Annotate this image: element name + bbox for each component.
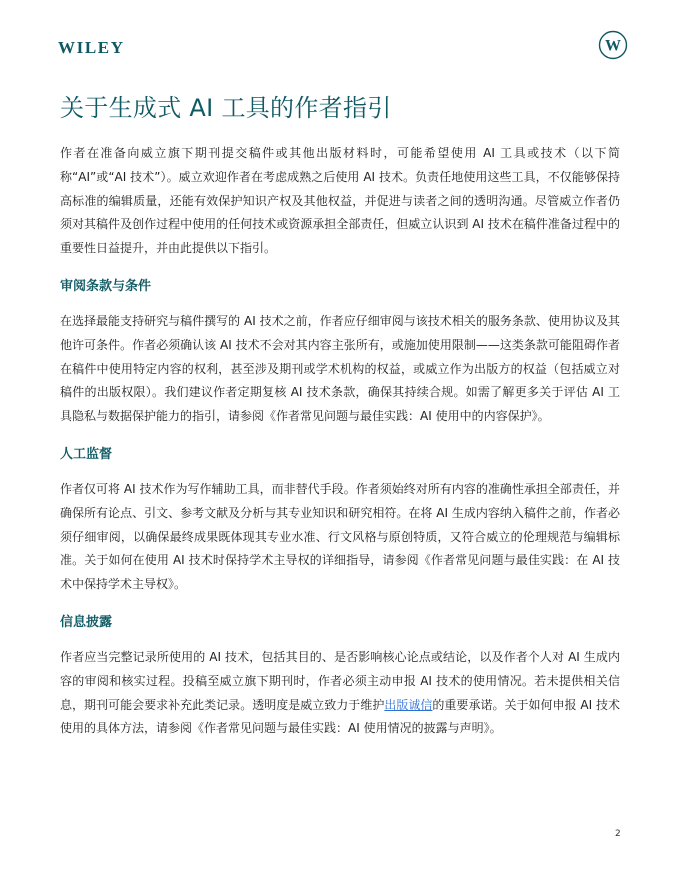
section-heading-terms: 审阅条款与条件 — [60, 278, 152, 294]
disclosure-text-before: 作者应当完整记录所使用的 AI 技术，包括其目的、是否影响核心论点或结论，以及作者个人对 AI 生成内容的审阅和核实过程。投稿至威立旗下期刊时，作者必须主动申报 AI 技术的使用情况。若未提供相关信息，期刊可能会要求补充此类记录。透明度是威立致力于维护 — [60, 649, 620, 712]
disclosure-text-after: 的重要承诺。关于如何申报 AI 技术使用的具体方法，请参阅《作者常见问题与最佳实践：AI 使用情况的披露与声明》。 — [60, 697, 620, 736]
logo-letter: W — [605, 37, 621, 55]
document-body — [60, 142, 620, 741]
terms-paragraph: 在选择最能支持研究与稿件撰写的 AI 技术之前，作者应仔细审阅与该技术相关的服务条款、使用协议及其他许可条件。作者必须确认该 AI 技术不会对其内容主张所有，或施加使用限制——这类条款可能阻碍作者在稿件中使用特定内容的权利，甚至涉及期刊或学术机构的权益，或威立作为出版方的权益（包括威立对稿件的出版权限）。我们建议作者定期复核 AI 技术条款，确保其持续合规。如需了解更多关于评估 AI 工具隐私与数据保护能力的指引，请参阅《作者常见问题与最佳实践：AI 使用中的内容保护》。 — [60, 313, 620, 424]
wiley-wordmark: WILEY — [58, 38, 125, 57]
page-title: 关于生成式 AI 工具的作者指引 — [60, 94, 392, 122]
section-heading-oversight: 人工监督 — [60, 446, 113, 462]
publishing-integrity-link[interactable]: 出版诚信 — [384, 697, 433, 712]
page-number: 2 — [615, 829, 621, 839]
oversight-paragraph: 作者仅可将 AI 技术作为写作辅助工具，而非替代手段。作者须始终对所有内容的准确性承担全部责任，并确保所有论点、引文、参考文献及分析与其专业知识和研究相符。在将 AI 生成内容纳入稿件之前，作者必须仔细审阅，以确保最终成果既体现其专业水准、行文风格与原创特质，又符合威立的伦理规范与编辑标准。关于如何在使用 AI 技术时保持学术主导权的详细指导，请参阅《作者常见问题与最佳实践：在 AI 技术中保持学术主导权》。 — [60, 481, 620, 592]
wiley-logo-icon — [598, 30, 628, 60]
intro-paragraph: 作者在准备向威立旗下期刊提交稿件或其他出版材料时，可能希望使用 AI 工具或技术（以下简称“AI”或“AI 技术”）。威立欢迎作者在考虑成熟之后使用 AI 技术。负责任地使用这些工具，不仅能够保持高标准的编辑质量，还能有效保护知识产权及其他权益，并促进与读者之间的透明沟通。尽管威立作者仍须对其稿件及创作过程中使用的任何技术或资源承担全部责任，但威立认识到 AI 技术在稿件准备过程中的重要性日益提升，并由此提供以下指引。 — [60, 146, 620, 256]
disclosure-paragraph — [60, 646, 620, 741]
section-heading-disclosure: 信息披露 — [60, 614, 113, 630]
